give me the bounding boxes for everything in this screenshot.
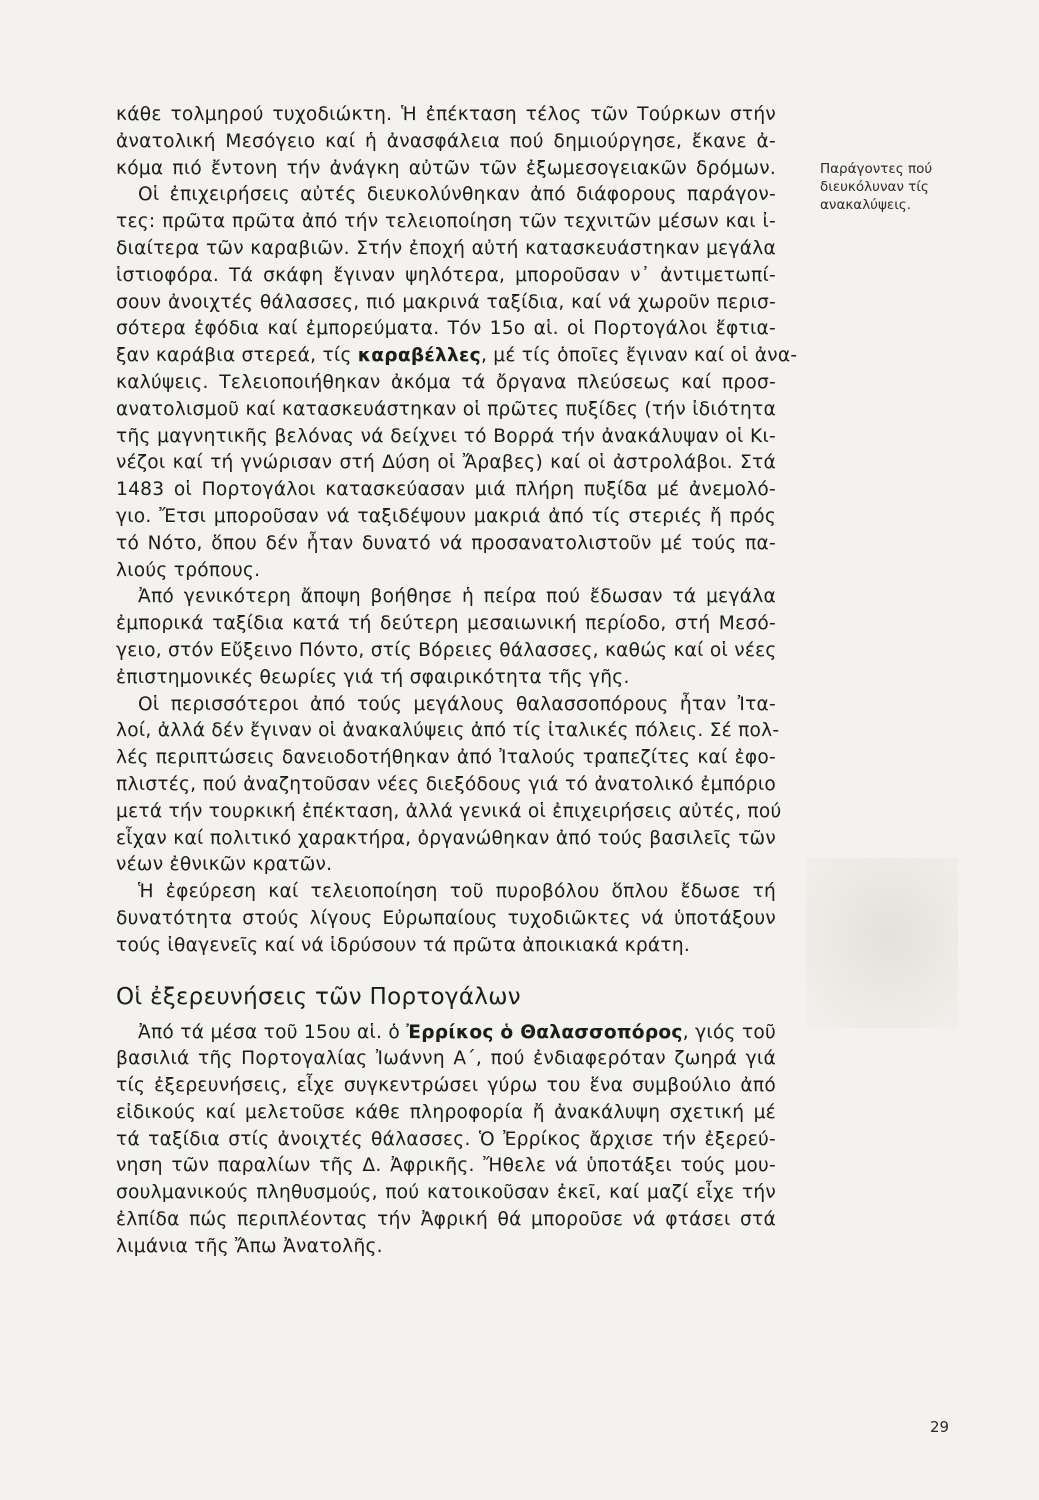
text-line: τῆς μαγνητικῆς βελόνας νά δείχνει τό Βορρά τήν ἀνακάλυψαν οἱ Κι- bbox=[116, 425, 776, 447]
bleed-through-photo bbox=[806, 858, 958, 1028]
text-line: νηση τῶν παραλίων τῆς Δ. Ἀφρικῆς. Ἤθελε νά ὑποτάξει τούς μου- bbox=[116, 1155, 776, 1177]
margin-note: Παράγοντες πού διευκόλυναν τίς ανακαλύψεις. bbox=[820, 161, 933, 213]
text-line: τες: πρῶτα πρῶτα ἀπό τήν τελειοποίηση τῶν τεχνιτῶν μέσων και ἰ- bbox=[116, 211, 776, 233]
section-title: Οἱ ἐξερευνήσεις τῶν Πορτογάλων bbox=[116, 983, 521, 1010]
text-segment: , μέ τίς ὁποῖες ἔγιναν καί οἱ ἀνα- bbox=[480, 345, 798, 367]
text-line: νέζοι καί τή γνώρισαν στή Δύση οἱ Ἄραβες) καί οἱ ἀστρολάβοι. Στά bbox=[116, 452, 776, 474]
text-line: Οἱ ἐπιχειρήσεις αὐτές διευκολύνθηκαν ἀπό διάφορους παράγον- bbox=[138, 184, 776, 206]
text-line: ἐλπίδα πώς περιπλέοντας τήν Ἀφρική θά μποροῦσε νά φτάσει στά bbox=[116, 1209, 776, 1231]
text-line: ἐπιστημονικές θεωρίες γιά τή σφαιρικότητα τῆς γῆς. bbox=[116, 666, 630, 688]
bold-term-caravels: καραβέλλες bbox=[357, 345, 481, 367]
text-line: λιμάνια τῆς Ἄπω Ἀνατολῆς. bbox=[116, 1235, 383, 1257]
text-line: Ἡ ἐφεύρεση καί τελειοποίηση τοῦ πυροβόλου ὅπλου ἔδωσε τή bbox=[138, 881, 776, 903]
text-segment: Ἀπό τά μέσα τοῦ 15ου αἱ. ὁ bbox=[138, 1021, 407, 1043]
text-line: λοί, ἀλλά δέν ἔγιναν οἱ ἀνακαλύψεις ἀπό τίς ἰταλικές πόλεις. Σέ πολ- bbox=[116, 720, 780, 742]
text-line: κάθε τολμηρού τυχοδιώκτη. Ἡ ἐπέκταση τέλος τῶν Τούρκων στήν bbox=[116, 104, 776, 125]
text-line: μετά τήν τουρκική ἐπέκταση, ἀλλά γενικά οἱ ἐπιχειρήσεις αὐτές, πού bbox=[116, 800, 782, 822]
paragraph-6 bbox=[116, 1020, 776, 1261]
text-line: εἰδικούς καί μελετοῦσε κάθε πληροφορία ἤ ἀνακάλυψη σχετική μέ bbox=[116, 1101, 776, 1123]
text-line: λιούς τρόπους. bbox=[116, 559, 261, 581]
paragraph-5 bbox=[116, 879, 776, 959]
text-line: δυνατότητα στούς λίγους Εὐρωπαίους τυχοδιῶκτες νά ὑποτάξουν bbox=[116, 907, 776, 929]
text-line: εἶχαν καί πολιτικό χαρακτήρα, ὀργανώθηκαν ἀπό τούς βασιλεῖς τῶν bbox=[116, 827, 776, 849]
text-line: λές περιπτώσεις δανειοδοτήθηκαν ἀπό Ἰταλούς τραπεζίτες καί ἐφο- bbox=[116, 747, 776, 769]
text-line: Ἀπό γενικότερη ἄποψη βοήθησε ἡ πείρα πού ἔδωσαν τά μεγάλα bbox=[138, 586, 776, 608]
text-line: ἐμπορικά ταξίδια κατά τή δεύτερη μεσαιωνική περίοδο, στή Μεσό- bbox=[116, 613, 776, 635]
text-line: σουν ἀνοιχτές θάλασσες, πιό μακρινά ταξίδια, καί νά χωροῦν περισ- bbox=[116, 291, 776, 313]
text-line: σότερα ἐφόδια καί ἐμπορεύματα. Τόν 15ο αἱ. οἱ Πορτογάλοι ἔφτια- bbox=[116, 318, 776, 340]
text-line: ἱστιοφόρα. Τά σκάφη ἔγιναν ψηλότερα, μποροῦσαν ν᾽ ἀντιμετωπί- bbox=[116, 264, 776, 286]
paragraph-4 bbox=[116, 692, 782, 880]
text-segment: ξαν καράβια στερεά, τίς bbox=[116, 345, 358, 367]
text-line: τά ταξίδια στίς ἀνοιχτές θάλασσες. Ὁ Ἐρρίκος ἄρχισε τήν ἐξερεύ- bbox=[116, 1128, 776, 1150]
text-line: διαίτερα τῶν καραβιῶν. Στήν ἐποχή αὐτή κατασκευάστηκαν μεγάλα bbox=[116, 237, 776, 259]
text-line: τίς ἐξερευνήσεις, εἶχε συγκεντρώσει γύρω του ἕνα συμβούλιο ἀπό bbox=[116, 1075, 776, 1097]
bold-term-henry: Ἐρρίκος ὁ Θαλασσοπόρος bbox=[406, 1021, 683, 1043]
text-line: καλύψεις. Τελειοποιήθηκαν ἀκόμα τά ὄργανα πλεύσεως καί προσ- bbox=[116, 371, 776, 393]
text-line: ἀνατολική Μεσόγειο καί ἡ ἀνασφάλεια πού δημιούργησε, ἔκανε ἀ- bbox=[116, 130, 776, 152]
text-line: πλιστές, πού ἀναζητοῦσαν νέες διεξόδους γιά τό ἀνατολικό ἐμπόριο bbox=[116, 773, 776, 795]
text-line: γιο. Ἔτσι μποροῦσαν νά ταξιδέψουν μακριά ἀπό τίς στεριές ἤ πρός bbox=[116, 505, 776, 527]
text-line: βασιλιά τῆς Πορτογαλίας Ἰωάννη Α΄, πού ἐνδιαφερόταν ζωηρά γιά bbox=[116, 1048, 776, 1070]
text-line: 1483 οἱ Πορτογάλοι κατασκεύασαν μιά πλήρη πυξίδα μέ ἀνεμολό- bbox=[116, 479, 776, 501]
main-text-column bbox=[116, 102, 798, 1261]
text-segment: , γιός τοῦ bbox=[682, 1021, 776, 1043]
text-line: κόμα πιό ἔντονη τήν ἀνάγκη αὐτῶν τῶν ἐξωμεσογειακῶν δρόμων. bbox=[116, 157, 776, 179]
text-line: τό Νότο, ὅπου δέν ἦταν δυνατό νά προσανατολιστοῦν μέ τούς πα- bbox=[116, 532, 776, 554]
paragraph-2 bbox=[116, 182, 798, 584]
paragraph-1 bbox=[116, 102, 776, 182]
text-line-caravels bbox=[116, 343, 798, 370]
text-line: σουλμανικούς πληθυσμούς, πού κατοικοῦσαν ἐκεῖ, καί μαζί εἶχε τήν bbox=[116, 1182, 776, 1204]
page-number: 29 bbox=[930, 1418, 950, 1436]
text-line-henry bbox=[116, 1020, 776, 1047]
text-line: Οἱ περισσότεροι ἀπό τούς μεγάλους θαλασσοπόρους ἦταν Ἰτα- bbox=[138, 693, 776, 715]
text-line: νέων ἐθνικῶν κρατῶν. bbox=[116, 854, 333, 876]
paragraph-3 bbox=[116, 584, 776, 691]
text-line: τούς ἰθαγενεῖς καί νά ἱδρύσουν τά πρῶτα ἀποικιακά κράτη. bbox=[116, 934, 691, 956]
text-line: γειο, στόν Εὔξεινο Πόντο, στίς Βόρειες θάλασσες, καθώς καί οἱ νέες bbox=[116, 639, 777, 661]
text-line: ανατολισμοῦ καί κατασκευάστηκαν οἱ πρῶτες πυξίδες (τήν ἰδιότητα bbox=[116, 398, 776, 420]
